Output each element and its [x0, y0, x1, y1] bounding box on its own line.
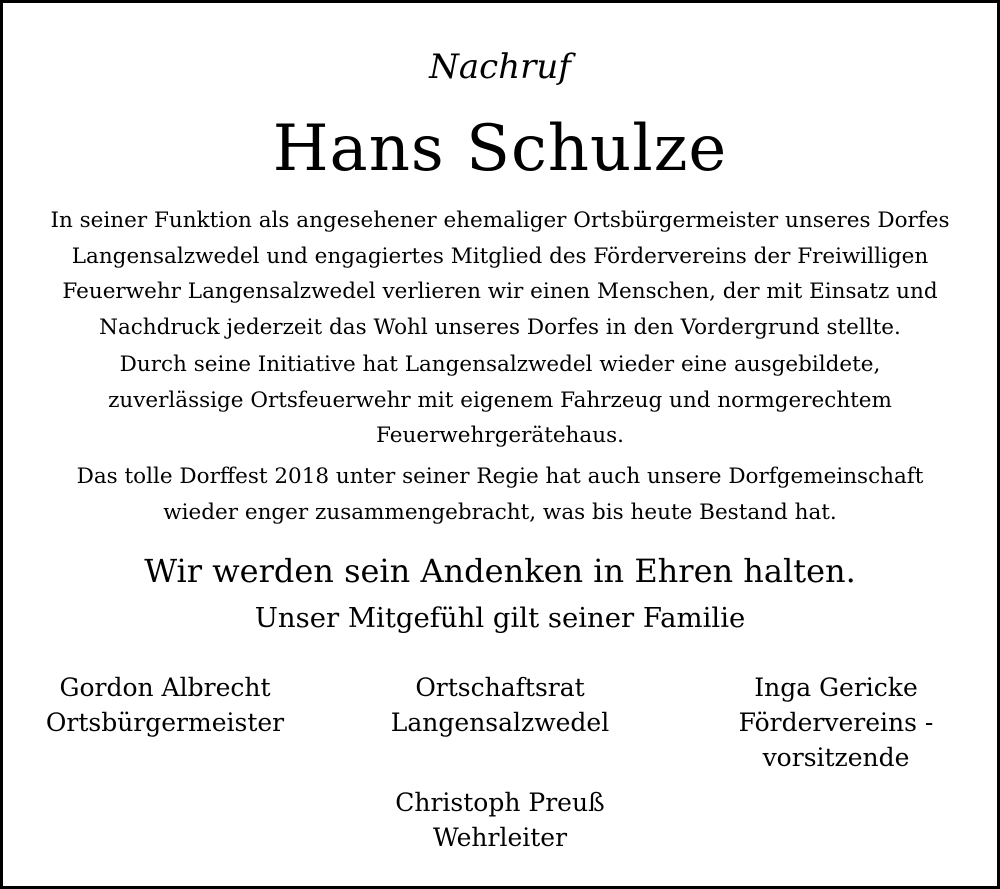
- signatory-middle: [355, 670, 645, 740]
- tribute-paragraph-3: [3, 459, 997, 530]
- signatory-name: Christoph Preuß: [395, 788, 605, 817]
- signatory-role: Fördervereins -: [738, 708, 934, 737]
- signatory-name: Inga Gericke: [754, 673, 918, 702]
- signatory-right: [691, 670, 981, 775]
- signatory-name: Ortschaftsrat: [415, 673, 585, 702]
- signatory-role: Wehrleiter: [432, 823, 568, 852]
- signatory-role: Ortsbürgermeister: [45, 708, 285, 737]
- paragraph-line: Feuerwehr Langensalzwedel verlieren wir einen Menschen, der mit Einsatz und: [62, 279, 938, 304]
- notice-kicker: Nachruf: [429, 47, 571, 87]
- motto-line-2: Unser Mitgefühl gilt seiner Familie: [254, 602, 746, 634]
- motto-line-1: Wir werden sein Andenken in Ehren halten.: [144, 552, 856, 590]
- tribute-paragraph-2: [3, 347, 997, 454]
- tribute-paragraph-1: [3, 203, 997, 345]
- signatory-left: [25, 670, 305, 740]
- paragraph-line: Feuerwehrgerätehaus.: [376, 423, 624, 448]
- paragraph-line: Langensalzwedel und engagiertes Mitglied des Fördervereins der Freiwilligen: [71, 243, 929, 269]
- signatory-bottom: [355, 785, 645, 855]
- signatory-role: vorsitzende: [762, 743, 910, 772]
- paragraph-line: wieder enger zusammengebracht, was bis heute Bestand hat.: [163, 499, 837, 525]
- paragraph-line: Nachdruck jederzeit das Wohl unseres Dorfes in den Vordergrund stellte.: [99, 314, 901, 340]
- signatory-role: Langensalzwedel: [390, 708, 610, 737]
- deceased-name: Hans Schulze: [272, 112, 728, 186]
- paragraph-line: Das tolle Dorffest 2018 unter seiner Regie hat auch unsere Dorfgemeinschaft: [76, 464, 924, 489]
- signatory-name: Gordon Albrecht: [59, 673, 271, 702]
- paragraph-line: In seiner Funktion als angesehener ehemaliger Ortsbürgermeister unseres Dorfes: [50, 208, 950, 233]
- paragraph-line: Durch seine Initiative hat Langensalzwedel wieder eine ausgebildete,: [119, 352, 881, 377]
- paragraph-line: zuverlässige Ortsfeuerwehr mit eigenem Fahrzeug und normgerechtem: [108, 387, 892, 413]
